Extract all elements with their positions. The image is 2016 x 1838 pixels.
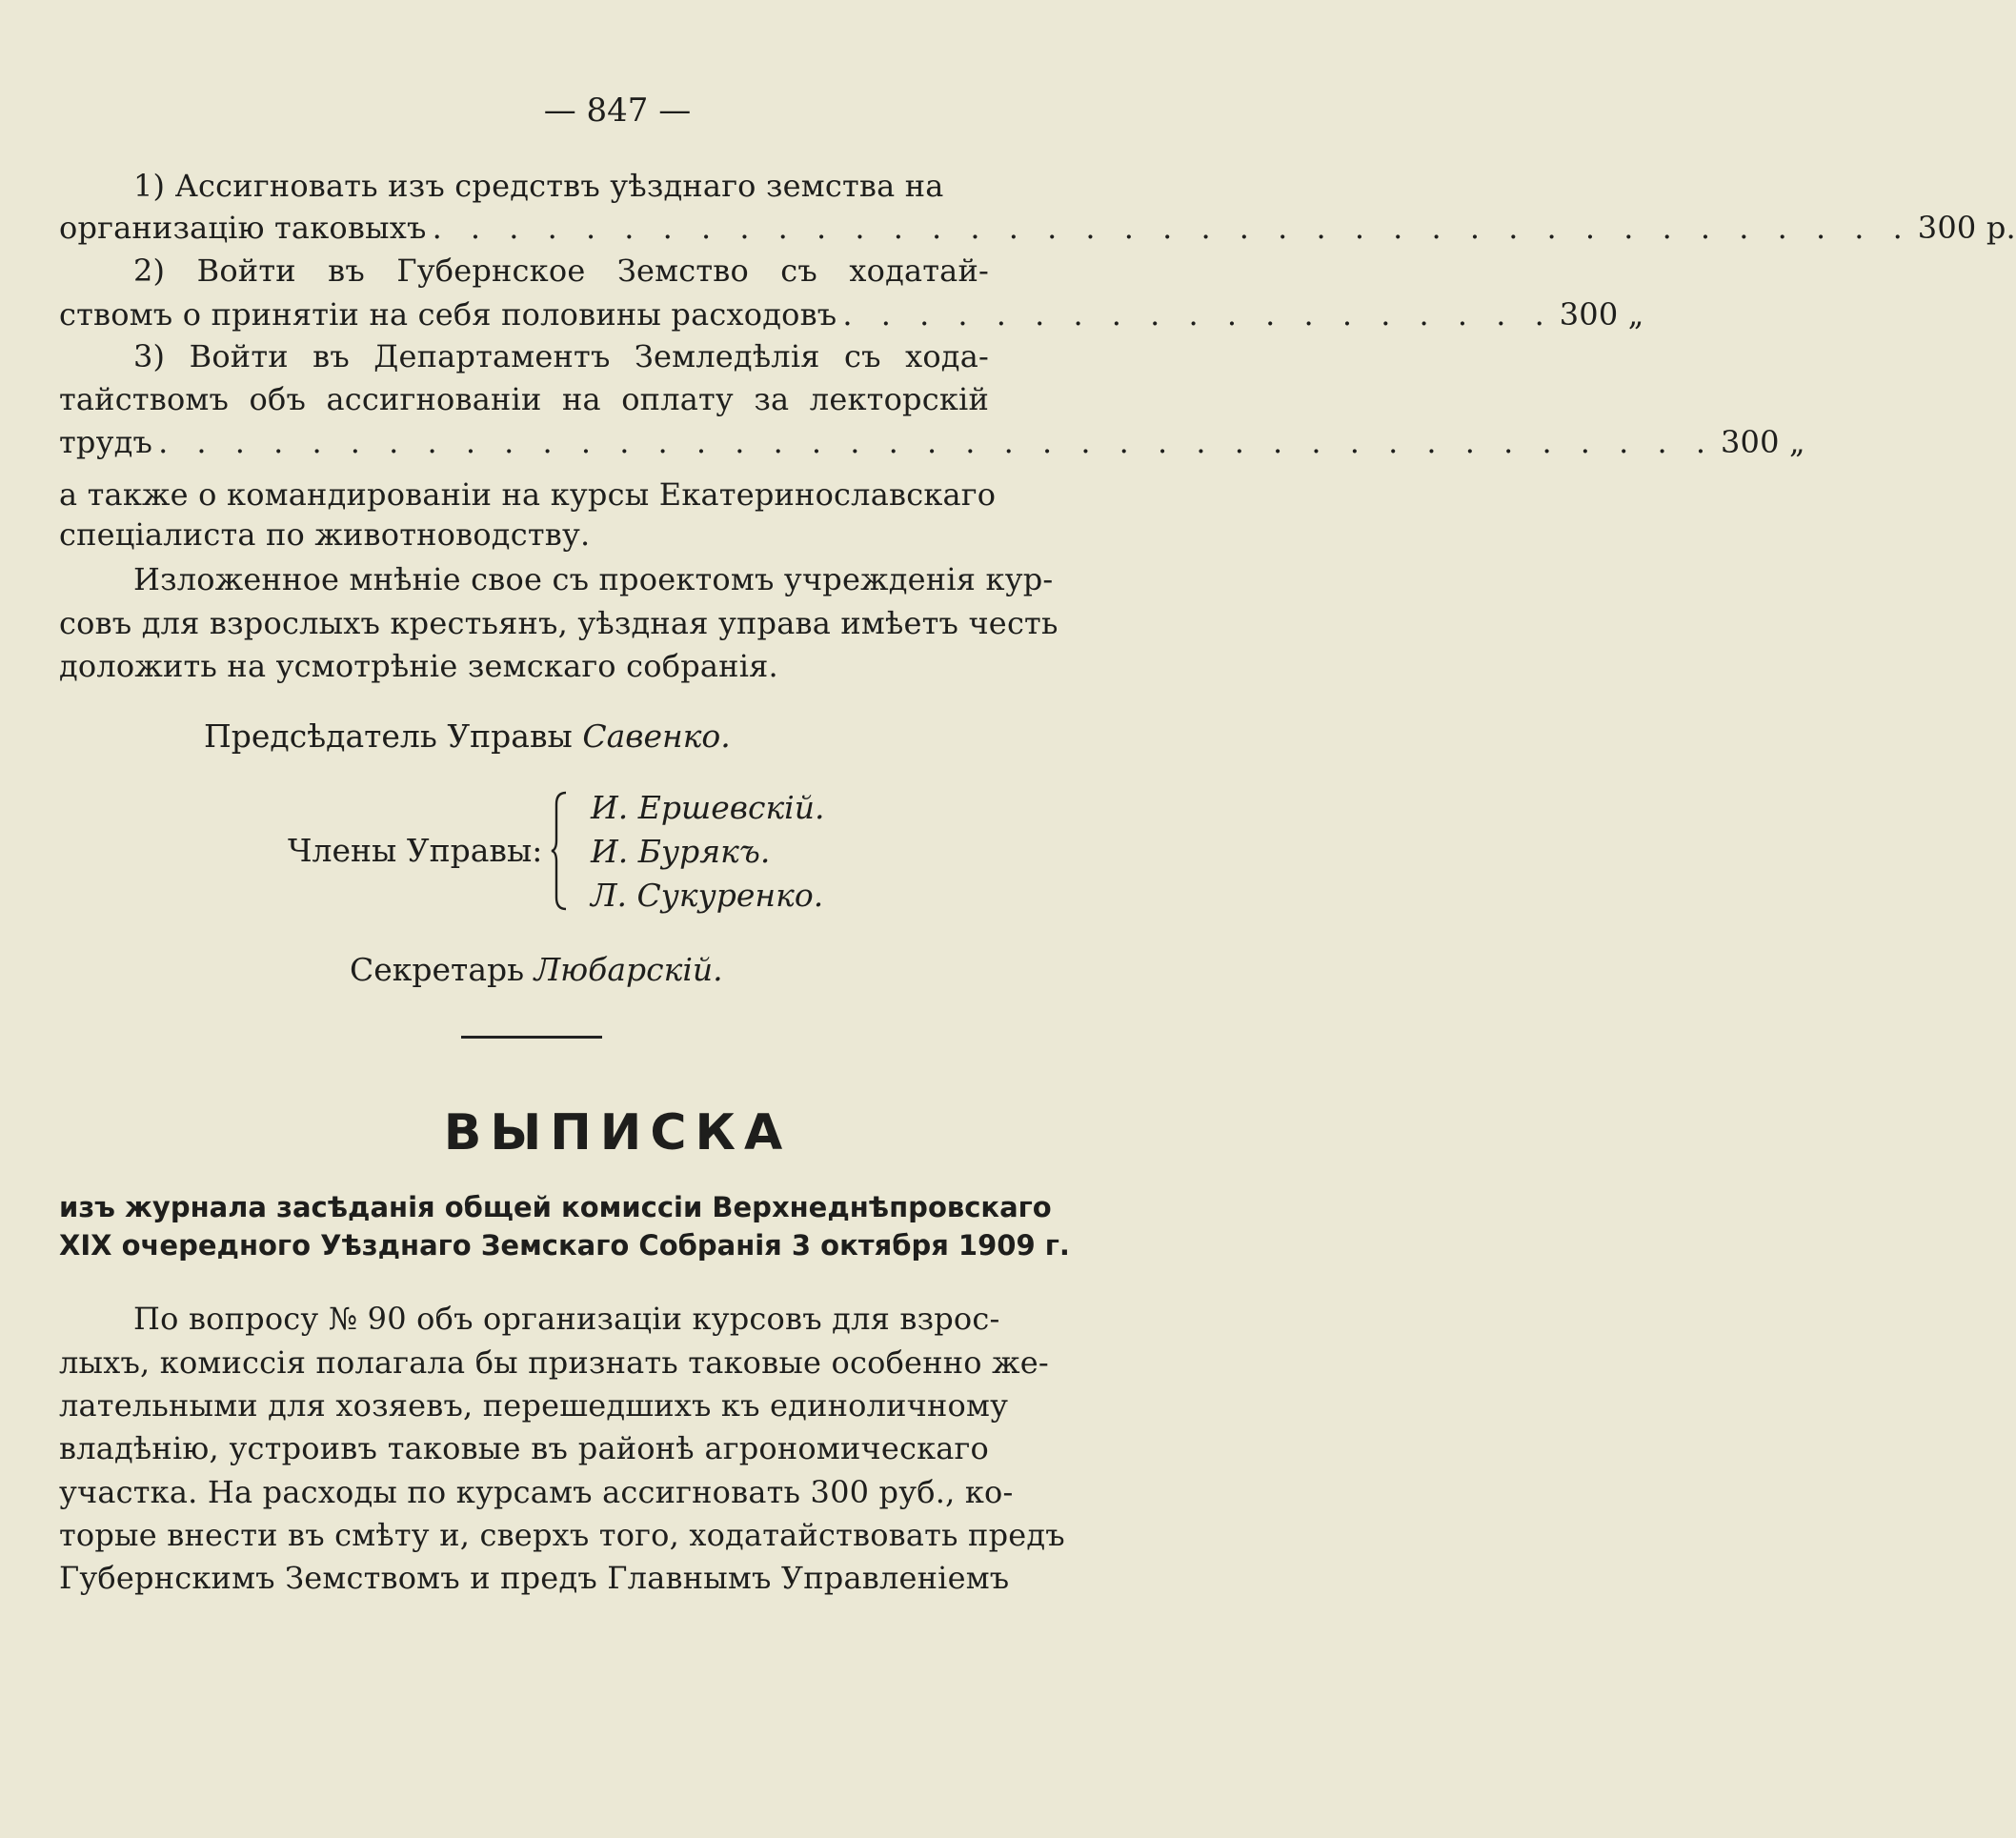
extract-body-line7: Губернскимъ Земствомъ и предъ Главнымъ Управленіемъ xyxy=(59,1560,1010,1596)
extract-subtitle-line2: XIX очередного Уѣзднаго Земскаго Собранія 3 октября 1909 г. xyxy=(59,1229,1070,1262)
item3-line3-text: трудъ xyxy=(59,424,153,460)
extract-body-line1: По вопросу № 90 объ организаціи курсовъ для взрос- xyxy=(133,1301,1000,1337)
conclusion-line2: совъ для взрослыхъ крестьянъ, уѣздная управа имѣетъ честь xyxy=(59,605,1058,641)
conclusion-line3: доложить на усмотрѣніе земскаго собранія. xyxy=(59,648,778,684)
page-number: — 847 — xyxy=(543,91,692,130)
extract-body-line4: владѣнію, устроивъ таковые въ районѣ агрономическаго xyxy=(59,1430,989,1466)
extract-body-line6: торые внести въ смѣту и, сверхъ того, ходатайствовать предъ xyxy=(59,1517,1065,1553)
left-brace xyxy=(551,791,568,911)
member-1: И. Ершевскій. xyxy=(591,789,825,826)
item1-line2 xyxy=(59,207,2016,249)
secretary-label: Секретарь xyxy=(350,951,525,988)
item2-line1: 2) Войти въ Губернское Земство съ ходатай- xyxy=(133,252,989,289)
extract-title: ВЫПИСКА xyxy=(443,1104,792,1161)
extract-subtitle-line1: изъ журнала засѣданія общей комиссіи Верхнеднѣпровскаго xyxy=(59,1191,1052,1223)
item2-line2 xyxy=(59,293,1644,335)
item1-line2-text: организацію таковыхъ xyxy=(59,210,427,246)
chairman-name: Савенко. xyxy=(582,717,731,755)
secretary-signature xyxy=(350,949,723,991)
item2-line2-text: ствомъ о принятіи на себя половины расходовъ xyxy=(59,296,837,333)
chairman-label: Предсѣдатель Управы xyxy=(204,717,573,755)
members-label: Члены Управы: xyxy=(288,832,543,869)
item3-line3 xyxy=(59,421,1805,463)
item3-line5: спеціалиста по животноводству. xyxy=(59,516,591,553)
conclusion-line1: Изложенное мнѣніе свое съ проектомъ учрежденія кур- xyxy=(133,561,1054,597)
item3-amount: 300 „ xyxy=(1721,424,1805,460)
dot-leader: . . . . . . . . . . . . . . . . . . . . . . . . . . . . . . . . . . . . . . . . . xyxy=(158,424,1715,460)
member-3: Л. Сукуренко. xyxy=(591,877,824,914)
item3-line1: 3) Войти въ Департаментъ Земледѣлія съ хода- xyxy=(133,338,989,374)
section-divider xyxy=(461,1036,602,1039)
dot-leader: . . . . . . . . . . . . . . . . . . . . . . . . . . . . . . . . . . . . . . . xyxy=(432,210,1912,246)
chairman-signature xyxy=(204,716,731,757)
dot-leader: . . . . . . . . . . . . . . . . . . . xyxy=(842,296,1554,333)
item1-line1: 1) Ассигновать изъ средствъ уѣзднаго земства на xyxy=(133,168,944,204)
item3-line2: тайствомъ объ ассигнованіи на оплату за лекторскій xyxy=(59,381,989,417)
extract-body-line3: лательными для хозяевъ, перешедшихъ къ единоличному xyxy=(59,1387,1009,1424)
item2-amount: 300 „ xyxy=(1559,296,1644,333)
secretary-name: Любарскій. xyxy=(534,951,723,988)
member-2: И. Бурякъ. xyxy=(591,833,771,870)
extract-body-line5: участка. На расходы по курсамъ ассигновать 300 руб., ко- xyxy=(59,1474,1014,1510)
item1-amount: 300 р. xyxy=(1917,210,2016,246)
item3-line4: а также о командированіи на курсы Екатеринославскаго xyxy=(59,476,997,513)
extract-body-line2: лыхъ, комиссія полагала бы признать таковые особенно же- xyxy=(59,1344,1049,1381)
